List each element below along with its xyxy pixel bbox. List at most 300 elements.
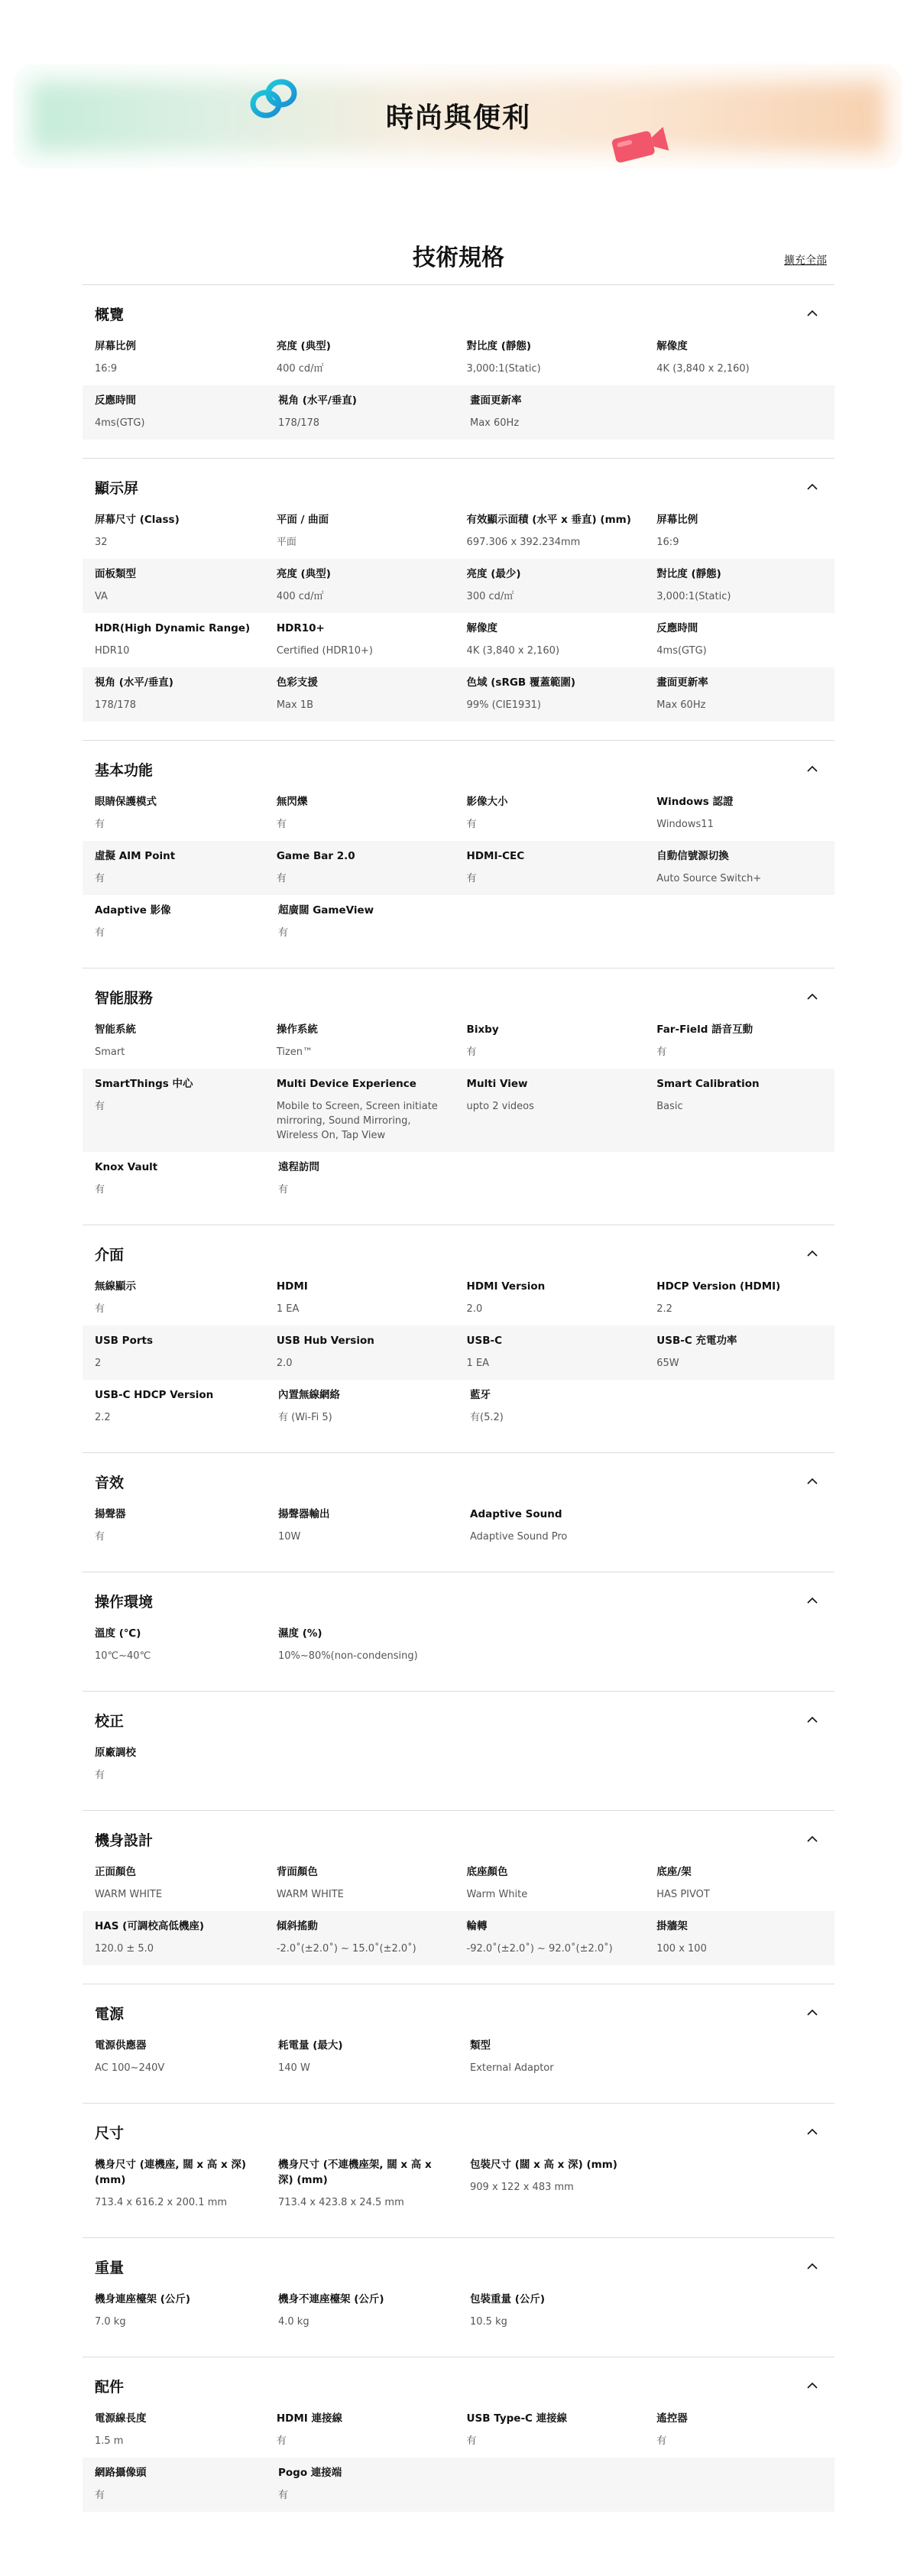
spec-label: 遙控器	[656, 2412, 688, 2425]
spec-label: 視角 (水平/垂直)	[95, 676, 173, 689]
spec-label: 視角 (水平/垂直)	[278, 394, 357, 407]
spec-item	[264, 2411, 455, 2448]
spec-row	[83, 331, 834, 385]
spec-label: 超廣闊 GameView	[278, 904, 374, 917]
spec-row	[83, 2149, 834, 2219]
spec-value: 有	[466, 873, 477, 884]
chevron-up-icon[interactable]	[805, 2260, 819, 2273]
spec-item	[83, 621, 264, 658]
spec-item	[455, 1919, 645, 1956]
spec-value: Auto Source Switch+	[656, 873, 762, 884]
spec-list	[83, 284, 834, 2576]
spec-group-title: 顯示屏	[95, 480, 139, 497]
spec-value: 有	[95, 819, 105, 830]
spec-value: 909 x 122 x 483 mm	[470, 2182, 574, 2193]
spec-row	[83, 2284, 834, 2338]
spec-value: 4ms(GTG)	[95, 417, 145, 429]
spec-label: 機身尺寸 (不連機座架, 闊 x 高 x 深) (mm)	[278, 2159, 432, 2186]
spec-item	[455, 1279, 645, 1316]
spec-value: 有	[276, 819, 287, 830]
spec-title: 技術規格	[413, 245, 504, 271]
spec-value: 4K (3,840 x 2,160)	[466, 645, 560, 657]
spec-label: 原廠調校	[95, 1747, 136, 1759]
spec-value: 713.4 x 616.2 x 200.1 mm	[95, 2197, 228, 2208]
spec-value: 178/178	[95, 699, 137, 711]
spec-item	[455, 566, 645, 604]
spec-value: WARM WHITE	[276, 1889, 344, 1900]
spec-label: HDMI-CEC	[466, 850, 525, 862]
spec-group-title: 電源	[95, 2006, 125, 2023]
spec-value: 有(5.2)	[470, 1412, 504, 1423]
spec-label: 無線顯示	[95, 1280, 136, 1293]
spec-item	[266, 2292, 458, 2329]
spec-item	[83, 1626, 266, 1663]
spec-item	[264, 1022, 455, 1059]
spec-value: 1 EA	[466, 1358, 490, 1369]
spec-value: VA	[95, 591, 108, 602]
spec-value: 2	[95, 1358, 102, 1369]
spec-group-header[interactable]	[83, 1464, 834, 1499]
spec-item	[458, 1387, 650, 1425]
spec-value: 有	[466, 1046, 477, 1058]
spec-group-title: 配件	[95, 2379, 125, 2396]
spec-label: 網路攝像頭	[95, 2467, 147, 2479]
spec-value: Max 60Hz	[656, 699, 706, 711]
spec-label: 面板類型	[95, 568, 136, 580]
spec-group-title: 重量	[95, 2260, 125, 2276]
chevron-up-icon[interactable]	[805, 1247, 819, 1260]
spec-label: 底座顏色	[466, 1866, 508, 1878]
banner-title: 時尚與便利	[385, 102, 531, 134]
spec-item	[83, 566, 264, 604]
spec-group-title: 音效	[95, 1475, 125, 1491]
spec-value: 有	[95, 2490, 105, 2501]
spec-group-header[interactable]	[83, 2114, 834, 2149]
spec-value: HAS PIVOT	[656, 1889, 710, 1900]
spec-item	[644, 1919, 834, 1956]
spec-label: USB Ports	[95, 1335, 153, 1347]
hero-banner	[0, 0, 917, 199]
spec-row	[83, 667, 834, 722]
spec-group-title: 尺寸	[95, 2125, 125, 2142]
spec-item	[83, 2292, 266, 2329]
chevron-up-icon[interactable]	[805, 2379, 819, 2393]
spec-label: HDMI 連接線	[276, 2412, 342, 2425]
spec-value: 16:9	[95, 363, 118, 375]
spec-label: Multi View	[466, 1078, 528, 1090]
spec-label: 耗電量 (最大)	[278, 2039, 343, 2052]
spec-label: 虛擬 AIM Point	[95, 850, 176, 862]
spec-item	[83, 1279, 264, 1316]
spec-item	[264, 1279, 455, 1316]
spec-item	[264, 1864, 455, 1902]
spec-group	[83, 458, 834, 740]
spec-value: Certified (HDR10+)	[276, 645, 373, 657]
spec-item	[644, 1022, 834, 1059]
spec-item	[644, 675, 834, 712]
spec-row	[83, 1152, 834, 1206]
spec-label: 亮度 (典型)	[276, 340, 331, 352]
spec-item	[83, 1507, 266, 1544]
spec-item	[644, 1333, 834, 1371]
spec-label: Smart Calibration	[656, 1078, 760, 1090]
spec-row	[83, 1618, 834, 1672]
spec-item	[455, 1022, 645, 1059]
spec-value: 2.2	[95, 1412, 111, 1423]
spec-label: 平面 / 曲面	[276, 514, 329, 526]
chevron-up-icon[interactable]	[805, 990, 819, 1004]
spec-item	[644, 1279, 834, 1316]
spec-value: 3,000:1(Static)	[466, 363, 541, 375]
spec-label: 亮度 (最少)	[466, 568, 521, 580]
spec-row	[83, 2403, 834, 2458]
spec-item	[266, 393, 458, 430]
spec-label: 背面顏色	[276, 1866, 318, 1878]
spec-label: 底座/架	[656, 1866, 692, 1878]
spec-value: Adaptive Sound Pro	[470, 1531, 568, 1543]
spec-item	[266, 2465, 458, 2503]
spec-group-header[interactable]	[83, 1236, 834, 1271]
spec-item	[83, 1919, 264, 1956]
spec-item	[83, 1387, 266, 1425]
spec-label: HDMI Version	[466, 1280, 546, 1293]
spec-value: 4.0 kg	[278, 2316, 309, 2328]
chevron-up-icon[interactable]	[805, 762, 819, 776]
spec-label: 電源供應器	[95, 2039, 147, 2052]
spec-value: 有	[95, 1531, 105, 1543]
spec-item	[455, 339, 645, 376]
spec-row	[83, 1380, 834, 1434]
spec-item	[264, 621, 455, 658]
spec-value: 300 cd/㎡	[466, 591, 514, 602]
spec-value: 有	[278, 1184, 289, 1196]
spec-value: 有	[656, 1046, 667, 1058]
spec-item	[83, 512, 264, 550]
spec-label: Knox Vault	[95, 1161, 158, 1173]
spec-label: 影像大小	[466, 796, 508, 808]
spec-value: Max 60Hz	[470, 417, 520, 429]
spec-group-header[interactable]	[83, 1702, 834, 1737]
spec-label: 正面顏色	[95, 1866, 136, 1878]
chevron-up-icon[interactable]	[805, 480, 819, 494]
spec-label: 包裝尺寸 (闊 x 高 x 深) (mm)	[470, 2159, 617, 2171]
spec-value: 平面	[276, 537, 296, 548]
spec-label: Windows 認證	[656, 796, 734, 808]
spec-label: 反應時間	[95, 394, 136, 407]
spec-item	[83, 2157, 266, 2210]
spec-label: 自動信號源切換	[656, 850, 729, 862]
spec-row	[83, 1014, 834, 1069]
spec-item	[644, 512, 834, 550]
spec-item	[83, 2465, 266, 2503]
spec-label: 屏幕比例	[95, 340, 136, 352]
spec-value: 178/178	[278, 417, 320, 429]
spec-row	[83, 895, 834, 949]
chevron-up-icon[interactable]	[805, 2006, 819, 2020]
spec-row	[83, 1857, 834, 1911]
spec-value: 4ms(GTG)	[656, 645, 707, 657]
spec-row	[83, 559, 834, 613]
chevron-up-icon[interactable]	[805, 307, 819, 320]
spec-value: 10℃~40℃	[95, 1650, 151, 1662]
spec-value: 有	[276, 873, 287, 884]
spec-value: Smart	[95, 1046, 125, 1058]
spec-item	[455, 2411, 645, 2448]
spec-label: 解像度	[656, 340, 688, 352]
spec-value: 697.306 x 392.234mm	[466, 537, 581, 548]
spec-row	[83, 1499, 834, 1553]
spec-item	[83, 1864, 264, 1902]
spec-group	[83, 2103, 834, 2237]
spec-item	[455, 1333, 645, 1371]
spec-item	[83, 339, 264, 376]
spec-value: External Adaptor	[470, 2062, 554, 2074]
spec-label: 掛牆架	[656, 1920, 688, 1932]
spec-label: Multi Device Experience	[276, 1078, 416, 1090]
spec-label: 有效顯示面積 (水平 x 垂直) (mm)	[466, 514, 631, 526]
spec-value: 有	[656, 2435, 667, 2447]
spec-value: -92.0˚(±2.0˚) ~ 92.0˚(±2.0˚)	[466, 1943, 613, 1955]
chevron-up-icon[interactable]	[805, 2125, 819, 2139]
spec-value: 32	[95, 537, 108, 548]
spec-label: 對比度 (靜態)	[466, 340, 532, 352]
spec-label: Bixby	[466, 1024, 499, 1036]
spec-item	[266, 903, 458, 940]
spec-item	[264, 1333, 455, 1371]
spec-value: 10W	[278, 1531, 301, 1543]
spec-group-header[interactable]	[83, 1995, 834, 2030]
spec-group-title: 校正	[95, 1713, 125, 1730]
spec-value: 1.5 m	[95, 2435, 124, 2447]
spec-item	[644, 794, 834, 832]
spec-item	[644, 339, 834, 376]
spec-label: USB Hub Version	[276, 1335, 374, 1347]
spec-item	[455, 675, 645, 712]
spec-group	[83, 1452, 834, 1572]
spec-value: 7.0 kg	[95, 2316, 126, 2328]
spec-label: 色彩支援	[276, 676, 318, 689]
spec-label: Game Bar 2.0	[276, 850, 355, 862]
spec-group-header[interactable]	[83, 469, 834, 504]
spec-label: SmartThings 中心	[95, 1078, 193, 1090]
spec-label: 機身連座檯架 (公斤)	[95, 2293, 191, 2305]
spec-item	[455, 848, 645, 886]
spec-label: USB-C 充電功率	[656, 1335, 737, 1347]
spec-value: 2.0	[466, 1303, 483, 1315]
spec-label: 畫面更新率	[656, 676, 708, 689]
spec-item	[83, 1022, 264, 1059]
spec-value: 4K (3,840 x 2,160)	[656, 363, 750, 375]
spec-label: HDMI	[276, 1280, 308, 1293]
spec-value: 有	[276, 2435, 287, 2447]
spec-value: 有	[466, 2435, 477, 2447]
spec-value: 65W	[656, 1358, 679, 1369]
spec-value: 3,000:1(Static)	[656, 591, 731, 602]
spec-label: 機身尺寸 (連機座, 闊 x 高 x 深) (mm)	[95, 2159, 247, 2186]
spec-item	[644, 566, 834, 604]
spec-label: 操作系統	[276, 1024, 318, 1036]
spec-group-header[interactable]	[83, 979, 834, 1014]
spec-label: HAS (可調校高低機座)	[95, 1920, 205, 1932]
spec-item	[264, 566, 455, 604]
spec-label: 揚聲器	[95, 1508, 126, 1520]
spec-label: 溫度 (℃)	[95, 1627, 141, 1640]
spec-item	[458, 2038, 650, 2075]
spec-value: 有	[278, 927, 289, 939]
spec-value: Tizen™	[276, 1046, 313, 1058]
spec-value: 713.4 x 423.8 x 24.5 mm	[278, 2197, 404, 2208]
spec-item	[83, 2038, 266, 2075]
spec-group	[83, 1225, 834, 1452]
spec-value: 有	[278, 2490, 289, 2501]
spec-value: 140 W	[278, 2062, 310, 2074]
spec-group-title: 智能服務	[95, 990, 154, 1007]
spec-item	[83, 1333, 264, 1371]
spec-row	[83, 504, 834, 559]
spec-label: HDR(High Dynamic Range)	[95, 622, 251, 634]
spec-item	[83, 393, 266, 430]
spec-item	[83, 1160, 266, 1197]
spec-label: USB-C HDCP Version	[95, 1389, 214, 1401]
spec-group-header[interactable]	[83, 751, 834, 787]
spec-item	[455, 1076, 645, 1143]
spec-label: 亮度 (典型)	[276, 568, 331, 580]
spec-value: AC 100~240V	[95, 2062, 165, 2074]
spec-label: HDR10+	[276, 622, 325, 634]
spec-value: 400 cd/㎡	[276, 363, 324, 375]
spec-group	[83, 1691, 834, 1810]
spec-label: 智能系統	[95, 1024, 136, 1036]
spec-row	[83, 1325, 834, 1380]
spec-value: 1 EA	[276, 1303, 300, 1315]
spec-label: Far-Field 語音互動	[656, 1024, 753, 1036]
spec-row	[83, 385, 834, 440]
spec-group-header[interactable]	[83, 1822, 834, 1857]
spec-group-header[interactable]	[83, 2249, 834, 2284]
spec-item	[83, 675, 264, 712]
spec-label: 輪轉	[466, 1920, 488, 1932]
spec-group	[83, 740, 834, 968]
chevron-up-icon[interactable]	[805, 1713, 819, 1727]
spec-value: 有 (Wi-Fi 5)	[278, 1412, 332, 1423]
camera-icon	[608, 122, 671, 165]
spec-group-header[interactable]	[83, 1583, 834, 1618]
spec-value: 400 cd/㎡	[276, 591, 324, 602]
spec-item	[266, 1626, 458, 1663]
spec-item	[83, 903, 266, 940]
spec-item	[455, 621, 645, 658]
spec-label: Adaptive 影像	[95, 904, 171, 917]
spec-label: 濕度 (%)	[278, 1627, 322, 1640]
spec-label: 反應時間	[656, 622, 698, 634]
spec-label: Pogo 連接端	[278, 2467, 342, 2479]
spec-item	[266, 1160, 458, 1197]
spec-group-title: 介面	[95, 1247, 125, 1264]
spec-item	[266, 2157, 458, 2210]
spec-item	[644, 848, 834, 886]
expand-all-link[interactable]: 擴充全部	[784, 255, 827, 267]
spec-item	[83, 848, 264, 886]
chevron-up-icon[interactable]	[805, 1594, 819, 1608]
spec-group	[83, 1572, 834, 1691]
spec-label: 畫面更新率	[470, 394, 522, 407]
spec-value: Warm White	[466, 1889, 528, 1900]
spec-label: 內置無線網絡	[278, 1389, 340, 1401]
spec-value: 99% (CIE1931)	[466, 699, 541, 711]
spec-group	[83, 1984, 834, 2103]
spec-value: WARM WHITE	[95, 1889, 163, 1900]
spec-value: 有	[466, 819, 477, 830]
spec-value: Mobile to Screen, Screen initiate mirroring, Sound Mirroring, Wireless On, Tap View	[276, 1101, 438, 1141]
spec-item	[83, 2411, 264, 2448]
spec-item	[264, 848, 455, 886]
spec-label: 無閃爍	[276, 796, 308, 808]
spec-item	[644, 621, 834, 658]
spec-row	[83, 787, 834, 841]
spec-value: 有	[95, 1184, 105, 1196]
spec-item	[644, 1864, 834, 1902]
spec-group-title: 基本功能	[95, 762, 154, 779]
spec-value: Max 1B	[276, 699, 314, 711]
chevron-up-icon[interactable]	[805, 1475, 819, 1488]
spec-row	[83, 1911, 834, 1965]
spec-item	[264, 794, 455, 832]
spec-label: Adaptive Sound	[470, 1508, 562, 1520]
spec-group-title: 操作環境	[95, 1594, 154, 1611]
spec-item	[458, 1507, 650, 1544]
spec-label: 藍牙	[470, 1389, 491, 1401]
spec-row	[83, 1737, 834, 1792]
spec-item	[83, 1745, 266, 1783]
spec-label: 包裝重量 (公斤)	[470, 2293, 546, 2305]
spec-label: 機身不連座檯架 (公斤)	[278, 2293, 384, 2305]
spec-item	[455, 1864, 645, 1902]
spec-item	[458, 393, 650, 430]
spec-label: USB Type-C 連接線	[466, 2412, 568, 2425]
spec-group	[83, 284, 834, 458]
spec-item	[264, 1076, 455, 1143]
spec-label: 類型	[470, 2039, 491, 2052]
spec-group-header[interactable]	[83, 2368, 834, 2403]
spec-group	[83, 2237, 834, 2357]
spec-item	[264, 339, 455, 376]
spec-value: Basic	[656, 1101, 683, 1112]
spec-row	[83, 2030, 834, 2084]
spec-label: 屏幕尺寸 (Class)	[95, 514, 180, 526]
spec-item	[644, 2411, 834, 2448]
spec-item	[644, 1076, 834, 1143]
spec-label: 遠程訪問	[278, 1161, 319, 1173]
spec-label: HDCP Version (HDMI)	[656, 1280, 781, 1293]
spec-label: 電源線長度	[95, 2412, 147, 2425]
spec-group	[83, 2357, 834, 2530]
spec-row	[83, 1069, 834, 1152]
spec-label: USB-C	[466, 1335, 503, 1347]
spec-label: 眼睛保護模式	[95, 796, 157, 808]
spec-group-title: 機身設計	[95, 1832, 154, 1849]
spec-header	[0, 217, 917, 284]
spec-group	[83, 968, 834, 1225]
spec-value: 100 x 100	[656, 1943, 707, 1955]
chevron-up-icon[interactable]	[805, 1832, 819, 1846]
spec-value: -2.0˚(±2.0˚) ~ 15.0˚(±2.0˚)	[276, 1943, 416, 1955]
spec-label: 對比度 (靜態)	[656, 568, 721, 580]
spec-value: 10.5 kg	[470, 2316, 507, 2328]
spec-row	[83, 2458, 834, 2512]
spec-item	[455, 794, 645, 832]
spec-item	[83, 794, 264, 832]
spec-group-header[interactable]	[83, 296, 834, 331]
